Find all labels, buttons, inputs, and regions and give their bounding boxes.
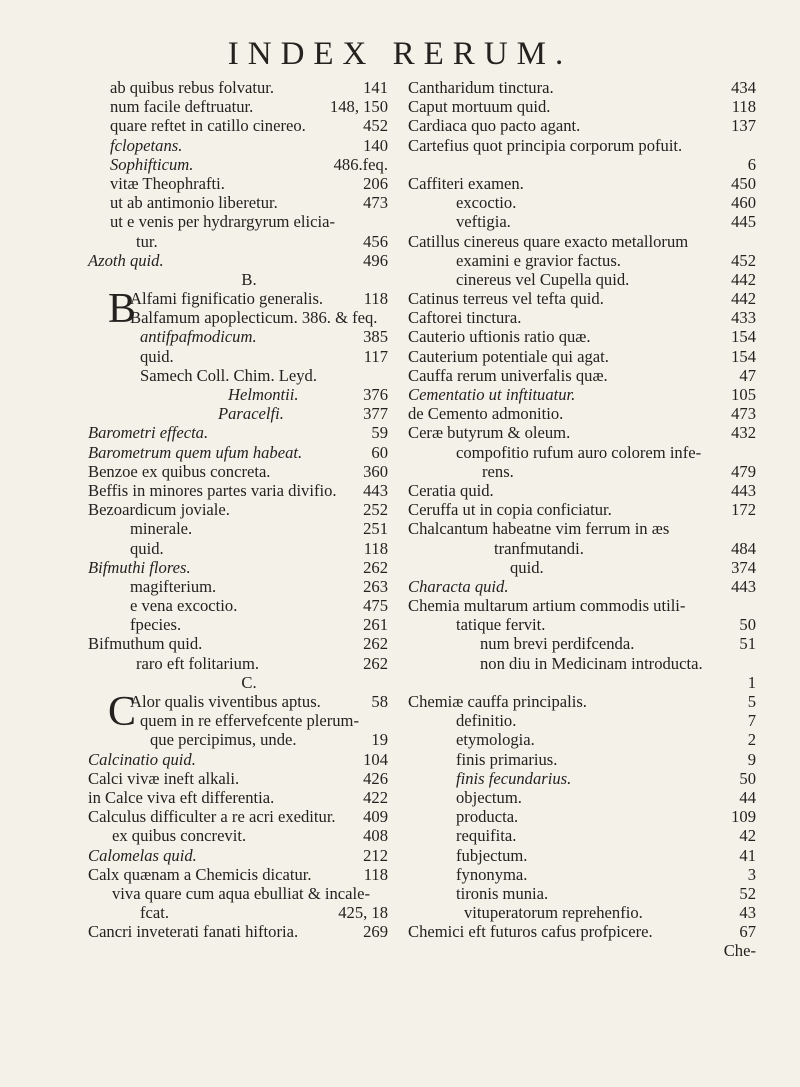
page-number: 262 [363,634,388,654]
index-entry [110,78,388,97]
index-entry [408,922,756,941]
page-number: 47 [739,365,756,385]
entry-text: magifterium. [130,576,217,596]
entry-text: Paracelfi. [218,404,284,424]
page-number: 262 [363,653,388,673]
index-entry [408,903,756,922]
entry-text: etymologia. [456,730,535,750]
index-entry [408,884,756,903]
entry-text: Bezoardicum joviale. [88,500,230,520]
catchword-text: Che- [723,941,756,961]
catchword [408,941,756,960]
entry-text: tur. [136,231,158,251]
entry-text: Characta quid. [408,576,509,596]
entry-text: finis fecundarius. [456,768,572,788]
page-number: 212 [363,845,388,865]
page-number: 475 [363,596,388,616]
index-entry [110,155,388,174]
index-entry [408,97,756,116]
entry-text: Helmontii. [228,385,299,404]
entry-text: objectum. [456,787,522,807]
entry-text: ex quibus concrevit. [112,826,247,846]
index-entry [408,846,756,865]
entry-text: non diu in Medicinam introducta. [480,653,703,673]
index-entry [408,634,756,653]
page-number: 137 [731,116,756,136]
entry-text: requifita. [456,826,517,846]
index-entry [408,654,756,673]
index-entry [408,404,756,423]
entry-text: Ceratia quid. [408,480,494,500]
entry-text: veftigia. [456,212,511,232]
index-entry [110,366,388,385]
entry-text: examini e gravior factus. [456,250,621,270]
index-entry [88,250,388,270]
entry-text: Barometrum quem ufum habeat. [88,442,303,462]
page-number: 460 [731,193,756,213]
index-entry [408,577,756,596]
index-entry [110,404,388,423]
page-number: 486.feq. [333,154,388,174]
entry-text: Calci vivæ ineft alkali. [88,768,240,788]
index-entry [408,673,756,692]
index-entry [110,116,388,135]
page-number: 43 [739,903,756,923]
index-entry [408,788,756,807]
index-entry [408,711,756,730]
index-entry [408,596,756,615]
entry-text: num brevi perdifcenda. [480,634,635,654]
index-entry [88,922,388,942]
page-number: 140 [363,135,388,155]
entry-text: Catinus terreus vel tefta quid. [408,289,604,309]
entry-text: Alfami fignificatio generalis. [130,289,324,309]
page-number: 58 [371,692,388,711]
page-number: 206 [363,173,388,193]
entry-text: Chemiæ cauffa principalis. [408,692,587,711]
index-entry [408,347,756,366]
page-number: 496 [363,250,388,270]
entry-text: fynonyma. [456,864,528,884]
drop-cap: C [108,689,137,735]
entry-text: tatique fervit. [456,615,546,635]
entry-text: antifpafmodicum. [140,327,257,347]
entry-text: Cartefius quot principia corporum pofuit. [408,135,683,155]
entry-text: Benzoe ex quibus concreta. [88,461,271,481]
entry-text: Chemia multarum artium commodis utili- [408,596,686,616]
page-number: 9 [747,749,756,769]
entry-text: Calculus difficulter a re acri exeditur. [88,807,336,827]
page-number: 377 [363,404,388,424]
page-number: 452 [731,250,756,270]
entry-text: Ceruffa ut in copia conficiatur. [408,500,612,520]
page-number: 374 [731,557,756,577]
index-entry [88,845,388,865]
page-number: 408 [363,826,388,846]
page-number: 425, 18 [338,903,388,923]
page-number: 442 [731,289,756,309]
page-number: 269 [363,922,388,942]
index-entry [88,557,388,577]
entry-text: Chemici eft futuros cafus profpicere. [408,922,653,942]
page-number: 3 [747,864,756,884]
entry-text: Cantharidum tinctura. [408,78,554,97]
entry-text: quid. [510,557,544,577]
page-number: 442 [731,269,756,289]
section-letter [110,673,388,692]
page-number: 67 [739,922,756,942]
page-number: 19 [371,730,388,750]
page-number: 433 [731,308,756,328]
index-entry [110,385,388,404]
index-entry [408,519,756,538]
entry-text: minerale. [130,519,193,539]
index-entry [408,769,756,788]
index-entry [408,116,756,135]
page-number: 50 [739,615,756,635]
page-number: 1 [747,672,756,692]
entry-text: Cauterio uftionis ratio quæ. [408,327,591,347]
index-entry [408,826,756,845]
index-entry [408,500,756,519]
index-entry [408,385,756,404]
index-entry [408,366,756,385]
entry-text: Cauterium potentiale qui agat. [408,346,609,366]
entry-text: e vena excoctio. [130,596,238,616]
index-column-right [408,78,756,961]
entry-text: tironis munia. [456,883,549,903]
index-entry [110,884,388,903]
entry-text: quare reftet in catillo cinereo. [110,116,306,136]
index-entry [110,308,388,327]
index-entry [408,193,756,212]
entry-text: Ceræ butyrum & oleum. [408,423,571,443]
entry-text: Calx quænam a Chemicis dicatur. [88,864,312,884]
index-entry [110,232,388,251]
entry-text: Caffiteri examen. [408,173,524,193]
page-number: 479 [731,461,756,481]
page-number: 376 [363,385,388,404]
entry-text: finis primarius. [456,749,558,769]
entry-text: fclopetans. [110,135,183,155]
page-number: 148, 150 [329,97,388,117]
page-number: 422 [363,787,388,807]
index-entry [88,500,388,520]
index-entry [408,327,756,346]
index-entry [110,347,388,366]
page-number: 118 [363,538,388,558]
page-number: 252 [363,500,388,520]
page-number: 473 [363,193,388,213]
entry-text: cinereus vel Cupella quid. [456,269,630,289]
index-entry [408,174,756,193]
entry-text: ut e venis per hydrargyrum elicia- [110,212,336,232]
index-column-left [88,78,388,942]
entry-text: tranfmutandi. [494,538,584,558]
entry-text: Bifmuthum quid. [88,634,203,654]
index-entry [408,232,756,251]
index-entry [408,615,756,634]
entry-text: Cardiaca quo pacto agant. [408,116,581,136]
entry-text: ut ab antimonio liberetur. [110,193,278,213]
page-number: 50 [739,768,756,788]
entry-text: Catillus cinereus quare exacto metallorum [408,231,689,251]
page-number: 409 [363,807,388,827]
entry-text: B. [241,269,257,289]
entry-text: num facile deftruatur. [110,97,254,117]
index-entry [408,539,756,558]
page-number: 118 [363,864,388,884]
index-entry [408,270,756,289]
index-entry [110,711,388,730]
page-number: 42 [739,826,756,846]
index-entry [110,539,388,558]
index-entry [408,558,756,577]
page-number: 59 [371,423,388,443]
page-number: 434 [731,78,756,97]
index-entry [88,480,388,500]
page-number: 263 [363,576,388,596]
page-number: 154 [731,327,756,347]
index-entry [88,442,388,462]
page-number: 261 [363,615,388,635]
page-number: 443 [731,480,756,500]
index-entry [88,807,388,827]
page-number: 443 [731,576,756,596]
entry-text: ab quibus rebus folvatur. [110,78,275,97]
index-entry [408,155,756,174]
page-number: 7 [747,711,756,731]
page-number: 262 [363,557,388,577]
index-entry [408,443,756,462]
entry-text: definitio. [456,711,517,731]
section-letter [110,270,388,289]
entry-text: Alor qualis viventibus aptus. [130,692,321,711]
index-entry [408,481,756,500]
page-number: 141 [363,78,388,97]
index-entry [88,787,388,807]
index-entry [110,97,388,116]
index-entry [110,174,388,193]
index-entry [88,768,388,788]
entry-text: fubjectum. [456,845,528,865]
entry-text: Cauffa rerum univerfalis quæ. [408,365,608,385]
entry-text: Bifmuthi flores. [88,557,191,577]
index-entry [408,423,756,442]
index-entry [110,327,388,346]
entry-text: que percipimus, unde. [150,730,297,750]
index-entry [110,730,388,749]
page-title: INDEX RERUM. [227,36,573,72]
entry-text: Azoth quid. [88,250,164,270]
entry-text: fcat. [140,903,170,923]
page-number: 60 [371,442,388,462]
index-entry [110,136,388,155]
index-entry [110,654,388,673]
page-number: 109 [731,807,756,827]
index-entry [110,193,388,212]
page-number: 6 [747,154,756,174]
page-number: 443 [363,480,388,500]
index-entry [408,251,756,270]
page-number: 117 [363,346,388,366]
entry-text: Cementatio ut inftituatur. [408,385,576,404]
page-number: 104 [363,749,388,769]
index-entry [88,864,388,884]
page-number: 52 [739,883,756,903]
index-entry [408,212,756,231]
page-number: 450 [731,173,756,193]
entry-text: de Cemento admonitio. [408,404,564,424]
page-number: 41 [739,845,756,865]
entry-text: Caput mortuum quid. [408,97,551,117]
entry-text: vituperatorum reprehenfio. [464,903,643,923]
index-entry [408,807,756,826]
index-entry [408,308,756,327]
index-entry [88,749,388,769]
page-number: 473 [731,404,756,424]
entry-text: Chalcantum habeatne vim ferrum in æs [408,519,670,539]
entry-text: in Calce viva eft differentia. [88,787,275,807]
page-number: 51 [739,634,756,654]
index-entry [110,903,388,922]
entry-text: producta. [456,807,519,827]
entry-text: C. [241,672,257,692]
entry-text: Balfamum apoplecticum. 386. & feq. [130,308,378,328]
index-entry [110,596,388,615]
page-number: 118 [363,289,388,309]
index-entry [408,730,756,749]
entry-text: viva quare cum aqua ebulliat & incale- [112,883,371,903]
entry-text: compofitio rufum auro colorem infe- [456,442,702,462]
page-number: 385 [363,327,388,347]
entry-text: quid. [140,346,174,366]
entry-text: Barometri effecta. [88,423,209,443]
entry-text: Sophifticum. [110,154,194,174]
index-entry [110,826,388,845]
entry-text: excoctio. [456,193,517,213]
entry-text: quem in re effervefcente plerum- [140,711,359,731]
entry-text: Calomelas quid. [88,845,197,865]
index-entry [110,577,388,596]
entry-text: quid. [130,538,164,558]
page-number: 44 [739,787,756,807]
page-number: 484 [731,538,756,558]
index-entry [408,462,756,481]
index-entry [110,615,388,634]
page-number: 172 [731,500,756,520]
page-number: 105 [731,385,756,404]
page-number: 251 [363,519,388,539]
index-entry [408,692,756,711]
entry-text: vitæ Theophrafti. [110,173,225,193]
entry-text: raro eft folitarium. [136,653,260,673]
page-number: 456 [363,231,388,251]
entry-text: Calcinatio quid. [88,749,196,769]
index-entry [88,461,388,481]
page-number: 5 [747,692,756,711]
page-number: 2 [747,730,756,750]
entry-text: Caftorei tinctura. [408,308,522,328]
index-entry [88,423,388,443]
entry-text: Samech Coll. Chim. Leyd. [140,365,317,385]
index-entry [408,78,756,97]
index-entry [408,865,756,884]
page-number: 445 [731,212,756,232]
entry-text: Cancri inveterati fanati hiftoria. [88,922,299,942]
page-number: 154 [731,346,756,366]
page-number: 360 [363,461,388,481]
entry-text: Beffis in minores partes varia divifio. [88,480,337,500]
index-entry [408,136,756,155]
page-number: 452 [363,116,388,136]
entry-text: fpecies. [130,615,182,635]
index-entry [110,519,388,538]
index-entry [408,289,756,308]
index-entry [110,212,388,231]
page-number: 426 [363,768,388,788]
page-number: 118 [731,97,756,117]
entry-text: rens. [482,461,514,481]
index-entry [88,634,388,654]
page-number: 432 [731,423,756,443]
index-entry [408,750,756,769]
drop-cap: B [108,286,137,333]
